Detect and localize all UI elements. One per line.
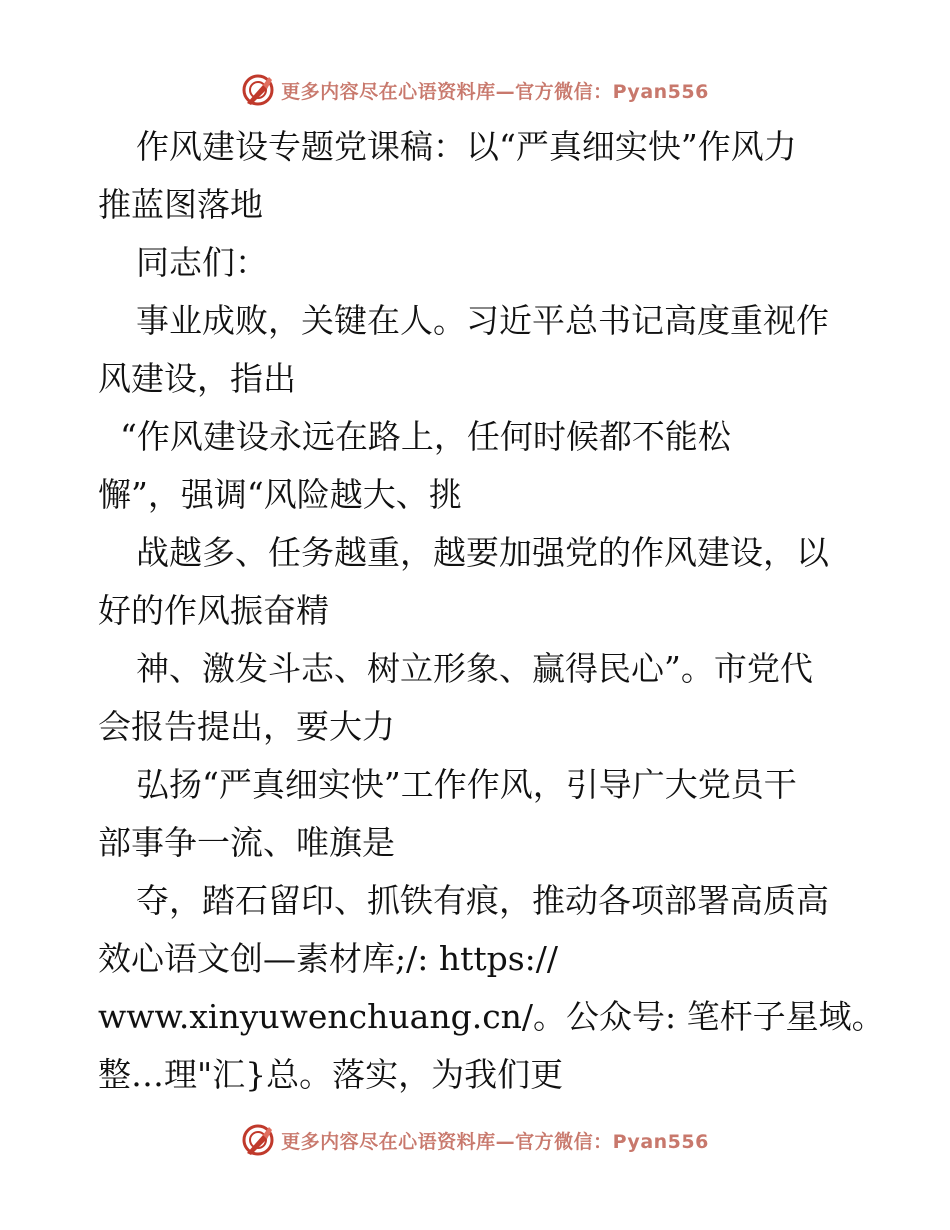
paragraph-line: 整…理"汇}总。落实，为我们更: [98, 1055, 564, 1094]
paragraph-line: 懈”，强调“风险越大、挑: [98, 475, 462, 514]
document-body: [98, 118, 885, 1104]
paragraph-line: 部事争一流、唯旗是: [98, 823, 395, 862]
paragraph-line: 弘扬“严真细实快”工作作风，引导广大党员干: [136, 765, 797, 804]
paragraph-line: “作风建设永远在路上，任何时候都不能松: [120, 417, 731, 456]
paragraph-line: 效心语文创—素材库;/: https://: [98, 939, 559, 978]
footer-banner: [0, 1120, 950, 1160]
footer-banner-text: 更多内容尽在心语资料库—官方微信：Pyan556: [281, 1130, 709, 1153]
paragraph-line: 会报告提出，要大力: [98, 707, 395, 746]
pen-logo-icon: [241, 73, 275, 107]
paragraph-line: 事业成败，关键在人。习近平总书记高度重视作: [136, 301, 829, 340]
pen-logo-icon: [241, 1123, 275, 1157]
paragraph-line: 夺，踏石留印、抓铁有痕，推动各项部署高质高: [136, 881, 829, 920]
title-line-2: 推蓝图落地: [98, 185, 263, 224]
paragraph-line: 战越多、任务越重，越要加强党的作风建设，以: [136, 533, 829, 572]
paragraph-line: 风建设，指出: [98, 359, 296, 398]
header-banner-text: 更多内容尽在心语资料库—官方微信：Pyan556: [281, 80, 709, 103]
paragraph-line: 好的作风振奋精: [98, 591, 329, 630]
salutation: 同志们：: [136, 243, 268, 282]
paragraph-line: 神、激发斗志、树立形象、赢得民心”。市党代: [136, 649, 813, 688]
paragraph-line: www.xinyuwenchuang.cn/。公众号: 笔杆子星域。: [98, 997, 885, 1036]
title-line-1: 作风建设专题党课稿：以“严真细实快”作风力: [136, 127, 797, 166]
header-banner: [0, 70, 950, 110]
